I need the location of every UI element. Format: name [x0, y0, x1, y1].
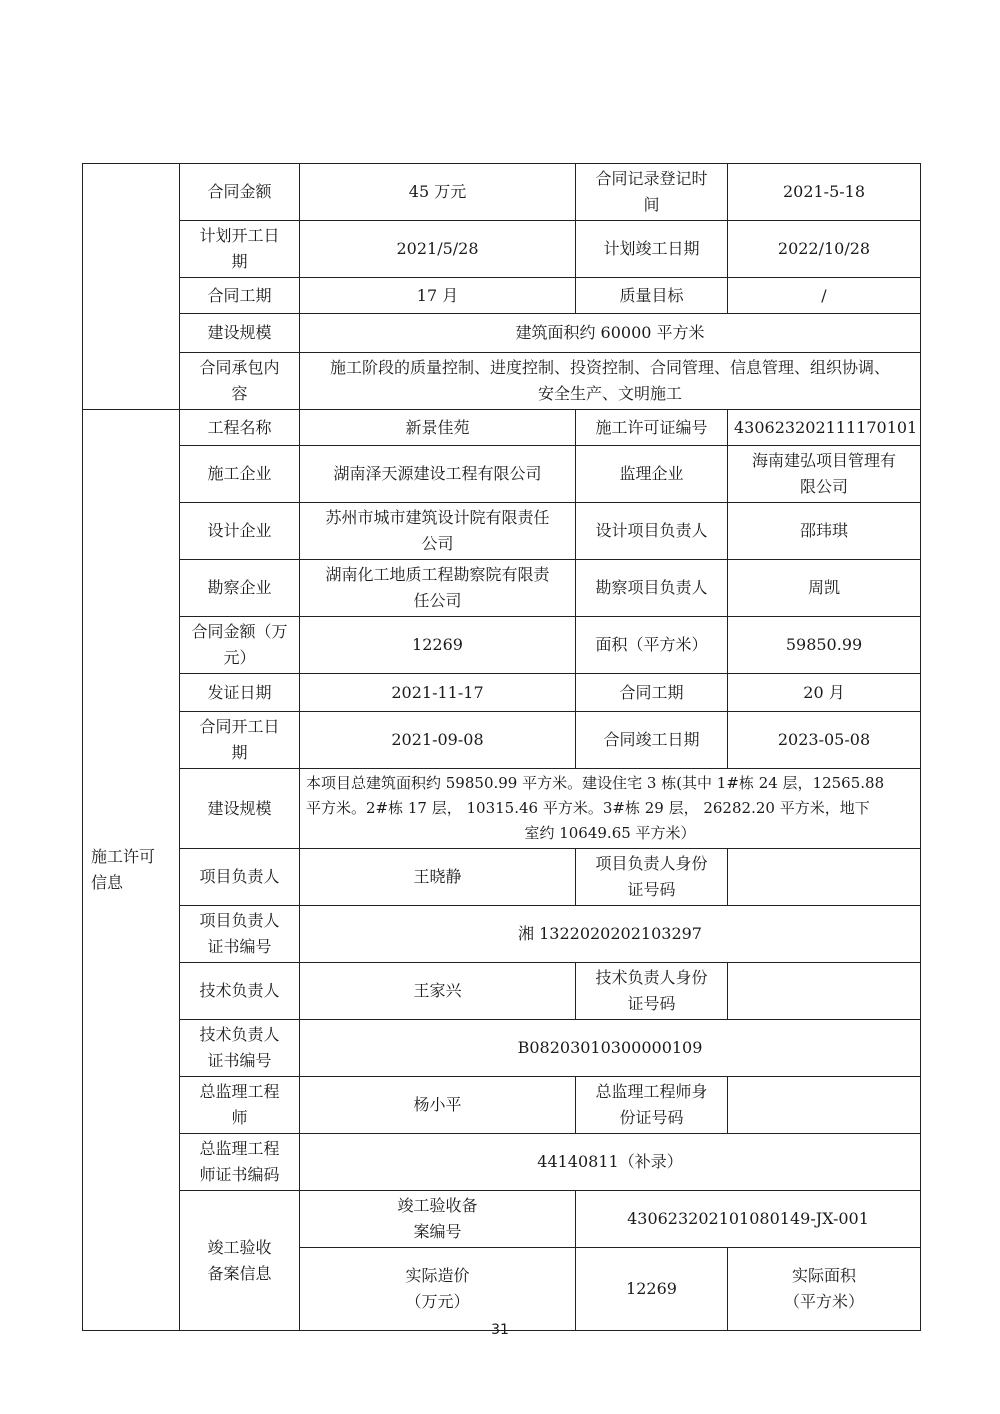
pm-value: 王晓静 [300, 849, 576, 906]
table-row [83, 674, 921, 712]
table-row [83, 849, 921, 906]
contract-content-label: 合同承包内 容 [180, 353, 300, 410]
pm-cert-label: 项目负责人 证书编号 [180, 906, 300, 963]
construction-company-label: 施工企业 [180, 446, 300, 503]
record-no-value: 430623202101080149-JX-001 [576, 1191, 921, 1248]
construction-company-value: 湖南泽天源建设工程有限公司 [300, 446, 576, 503]
plan-start-value: 2021/5/28 [300, 221, 576, 278]
contract-end-label: 合同竣工日期 [576, 712, 728, 769]
tech-cert-value: B08203010300000109 [300, 1020, 921, 1077]
permit-period-value: 20 月 [728, 674, 921, 712]
supervision-company-label: 监理企业 [576, 446, 728, 503]
pm-label: 项目负责人 [180, 849, 300, 906]
table-row [83, 503, 921, 560]
permit-scale-value: 本项目总建筑面积约 59850.99 平方米。建设住宅 3 栋(其中 1#栋 24 层，12565.88 平方米。2#栋 17 层， 10315.46 平方米。3#栋 29 层， 26282.20 平方米，地下 室约 10649.65 平方米） [300, 769, 921, 849]
pm-id-label: 项目负责人身份 证号码 [576, 849, 728, 906]
contract-start-value: 2021-09-08 [300, 712, 576, 769]
design-company-value: 苏州市城市建筑设计院有限责任 公司 [300, 503, 576, 560]
actual-cost-value: 12269 [576, 1248, 728, 1331]
permit-area-value: 59850.99 [728, 617, 921, 674]
chief-id-value [728, 1077, 921, 1134]
plan-start-label: 计划开工日 期 [180, 221, 300, 278]
pm-cert-value: 湘 1322020202103297 [300, 906, 921, 963]
table-row [83, 1020, 921, 1077]
table-row [83, 769, 921, 849]
table-row [83, 410, 921, 446]
pm-id-value [728, 849, 921, 906]
chief-id-label: 总监理工程师身 份证号码 [576, 1077, 728, 1134]
table-row [83, 164, 921, 221]
table-row [83, 314, 921, 353]
table-row [83, 278, 921, 314]
contract-content-value: 施工阶段的质量控制、进度控制、投资控制、合同管理、信息管理、组织协调、 安全生产、文明施工 [300, 353, 921, 410]
permit-area-label: 面积（平方米） [576, 617, 728, 674]
tech-id-label: 技术负责人身份 证号码 [576, 963, 728, 1020]
project-name-value: 新景佳苑 [300, 410, 576, 446]
tech-cert-label: 技术负责人 证书编号 [180, 1020, 300, 1077]
chief-label: 总监理工程 师 [180, 1077, 300, 1134]
contract-end-value: 2023-05-08 [728, 712, 921, 769]
table-row [83, 712, 921, 769]
supervision-company-value: 海南建弘项目管理有 限公司 [728, 446, 921, 503]
permit-amount-label: 合同金额（万 元） [180, 617, 300, 674]
quality-target-label: 质量目标 [576, 278, 728, 314]
plan-end-value: 2022/10/28 [728, 221, 921, 278]
table-row [83, 1134, 921, 1191]
permit-no-value: 430623202111170101 [728, 410, 921, 446]
project-name-label: 工程名称 [180, 410, 300, 446]
table-row [83, 560, 921, 617]
tech-label: 技术负责人 [180, 963, 300, 1020]
permit-period-label: 合同工期 [576, 674, 728, 712]
table-row [83, 1191, 921, 1248]
permit-amount-value: 12269 [300, 617, 576, 674]
record-time-label: 合同记录登记时 间 [576, 164, 728, 221]
table-row [83, 963, 921, 1020]
actual-cost-label: 实际造价 （万元） [300, 1248, 576, 1331]
table-row [83, 906, 921, 963]
contract-scale-label: 建设规模 [180, 314, 300, 353]
contract-period-value: 17 月 [300, 278, 576, 314]
contract-start-label: 合同开工日 期 [180, 712, 300, 769]
chief-cert-label: 总监理工程 师证书编码 [180, 1134, 300, 1191]
contract-amount-value: 45 万元 [300, 164, 576, 221]
permit-no-label: 施工许可证编号 [576, 410, 728, 446]
survey-lead-value: 周凯 [728, 560, 921, 617]
design-lead-label: 设计项目负责人 [576, 503, 728, 560]
survey-company-value: 湖南化工地质工程勘察院有限责 任公司 [300, 560, 576, 617]
record-no-label: 竣工验收备 案编号 [300, 1191, 576, 1248]
table-row [83, 221, 921, 278]
project-info-table [82, 163, 921, 1331]
issue-date-label: 发证日期 [180, 674, 300, 712]
permit-scale-label: 建设规模 [180, 769, 300, 849]
record-time-value: 2021-5-18 [728, 164, 921, 221]
contract-period-label: 合同工期 [180, 278, 300, 314]
contract-group-cell [83, 164, 180, 410]
plan-end-label: 计划竣工日期 [576, 221, 728, 278]
tech-value: 王家兴 [300, 963, 576, 1020]
tech-id-value [728, 963, 921, 1020]
actual-area-label: 实际面积 （平方米） [728, 1248, 921, 1331]
contract-scale-value: 建筑面积约 60000 平方米 [300, 314, 921, 353]
page-number: 31 [491, 1322, 509, 1338]
permit-group-label: 施工许可 信息 [83, 410, 180, 1331]
contract-amount-label: 合同金额 [180, 164, 300, 221]
survey-lead-label: 勘察项目负责人 [576, 560, 728, 617]
completion-group-label: 竣工验收 备案信息 [180, 1191, 300, 1331]
table-row [83, 1077, 921, 1134]
table-row [83, 353, 921, 410]
design-lead-value: 邵玮琪 [728, 503, 921, 560]
design-company-label: 设计企业 [180, 503, 300, 560]
chief-value: 杨小平 [300, 1077, 576, 1134]
issue-date-value: 2021-11-17 [300, 674, 576, 712]
table-row [83, 446, 921, 503]
table-row [83, 617, 921, 674]
chief-cert-value: 44140811（补录） [300, 1134, 921, 1191]
survey-company-label: 勘察企业 [180, 560, 300, 617]
quality-target-value: / [728, 278, 921, 314]
